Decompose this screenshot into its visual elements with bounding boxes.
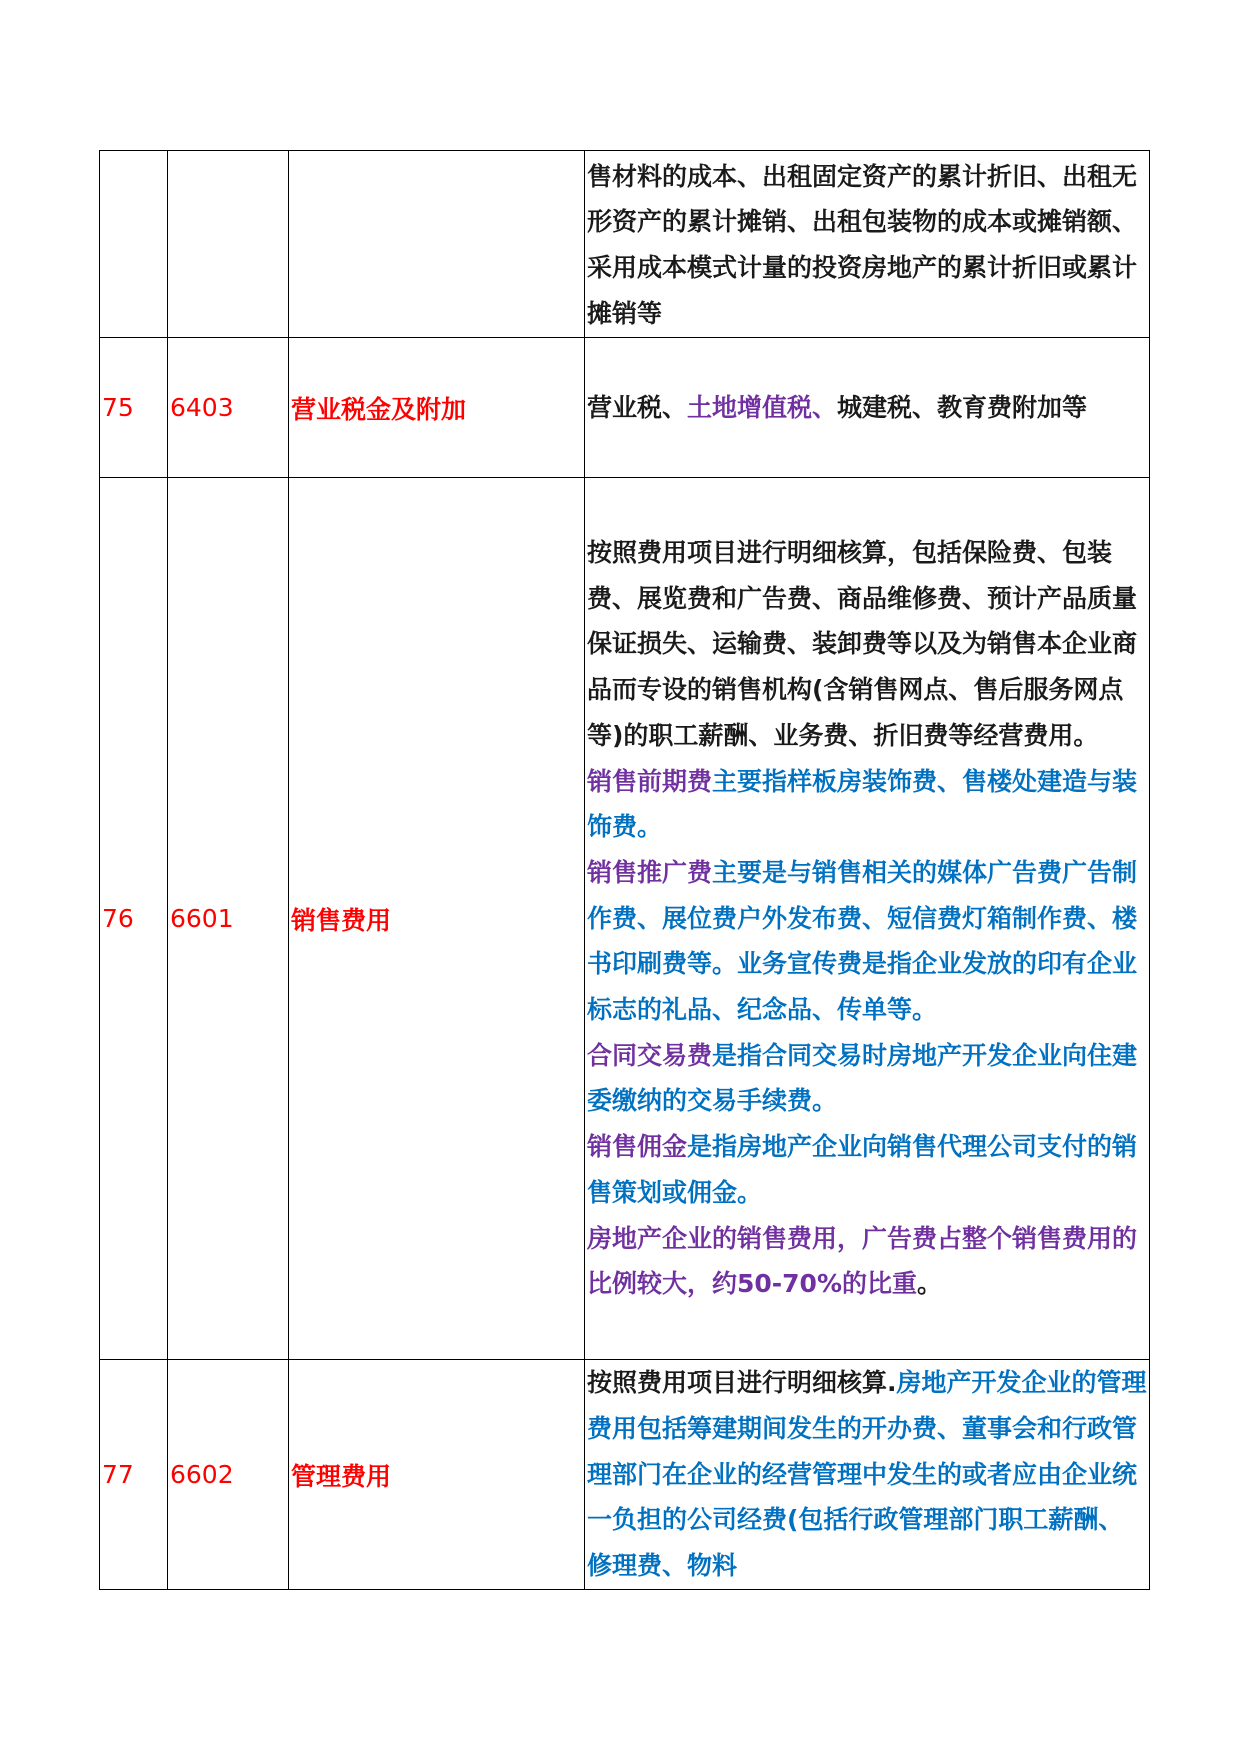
description-text: 主要指样板房装饰费、售楼处建造与装饰费。 xyxy=(587,766,1138,842)
highlight-term: 销售佣金 xyxy=(587,1132,688,1162)
account-description xyxy=(585,478,1150,1360)
account-name: 销售费用 xyxy=(289,478,585,1360)
account-code: 6601 xyxy=(168,478,289,1360)
account-table xyxy=(99,150,1150,1590)
table-row xyxy=(100,478,1150,1360)
account-name xyxy=(289,151,585,338)
account-code: 6403 xyxy=(168,338,289,478)
description-paragraph xyxy=(587,1033,1147,1124)
highlight-term: 销售前期费 xyxy=(587,766,713,796)
description-text: 是指合同交易时房地产开发企业向住建委缴纳的交易手续费。 xyxy=(587,1040,1138,1116)
account-description xyxy=(585,1360,1150,1590)
highlight-term: 土地增值税、 xyxy=(687,393,838,423)
table-row xyxy=(100,338,1150,478)
description-paragraph xyxy=(587,1124,1147,1215)
description-text: 是指房地产企业向销售代理公司支付的销售策划或佣金。 xyxy=(587,1132,1138,1207)
account-table-body xyxy=(100,151,1150,1590)
description-paragraph xyxy=(587,530,1147,759)
row-number: 77 xyxy=(100,1360,168,1590)
description-text: 城建税、教育费附加等 xyxy=(837,393,1088,423)
highlight-term: 房地产企业的销售费用，广告费占整个销售费用的比例较大，约50-70%的比重 xyxy=(587,1223,1138,1299)
description-text: 营业税、 xyxy=(587,393,688,423)
account-code: 6602 xyxy=(168,1360,289,1590)
description-text: 按照费用项目进行明细核算. xyxy=(587,1368,897,1398)
description-text: 主要是与销售相关的媒体广告费广告制作费、展位费户外发布费、短信费灯箱制作费、楼书印刷费等。业务宣传费是指企业发放的印有企业标志的礼品、纪念品、传单等。 xyxy=(587,857,1138,1025)
description-text: 。 xyxy=(917,1269,943,1299)
account-code xyxy=(168,151,289,338)
description-paragraph xyxy=(587,1216,1147,1307)
description-paragraph xyxy=(587,759,1147,850)
account-description xyxy=(585,151,1150,338)
account-description xyxy=(585,338,1150,478)
row-number xyxy=(100,151,168,338)
table-row xyxy=(100,1360,1150,1590)
description-text: 售材料的成本、出租固定资产的累计折旧、出租无形资产的累计摊销、出租包装物的成本或摊销额、采用成本模式计量的投资房地产的累计折旧或累计摊销等 xyxy=(587,161,1138,328)
account-name: 管理费用 xyxy=(289,1360,585,1590)
account-name: 营业税金及附加 xyxy=(289,338,585,478)
highlight-term: 合同交易费 xyxy=(587,1040,713,1070)
description-paragraph xyxy=(587,385,1147,431)
description-paragraph xyxy=(587,154,1147,337)
row-number: 76 xyxy=(100,478,168,1360)
description-text: 按照费用项目进行明细核算，包括保险费、包装费、展览费和广告费、商品维修费、预计产品质量保证损失、运输费、装卸费等以及为销售本企业商品而专设的销售机构(含销售网点、售后服务网点等)的职工薪酬、业务费、折旧费等经营费用。 xyxy=(587,538,1138,750)
description-paragraph xyxy=(587,1360,1147,1589)
description-paragraph xyxy=(587,850,1147,1033)
highlight-term: 销售推广费 xyxy=(587,857,713,887)
table-row xyxy=(100,151,1150,338)
row-number: 75 xyxy=(100,338,168,478)
description-text: 房地产开发企业的管理费用包括筹建期间发生的开办费、董事会和行政管理部门在企业的经营管理中发生的或者应由企业统一负担的公司经费(包括行政管理部门职工薪酬、修理费、物料 xyxy=(587,1368,1147,1581)
